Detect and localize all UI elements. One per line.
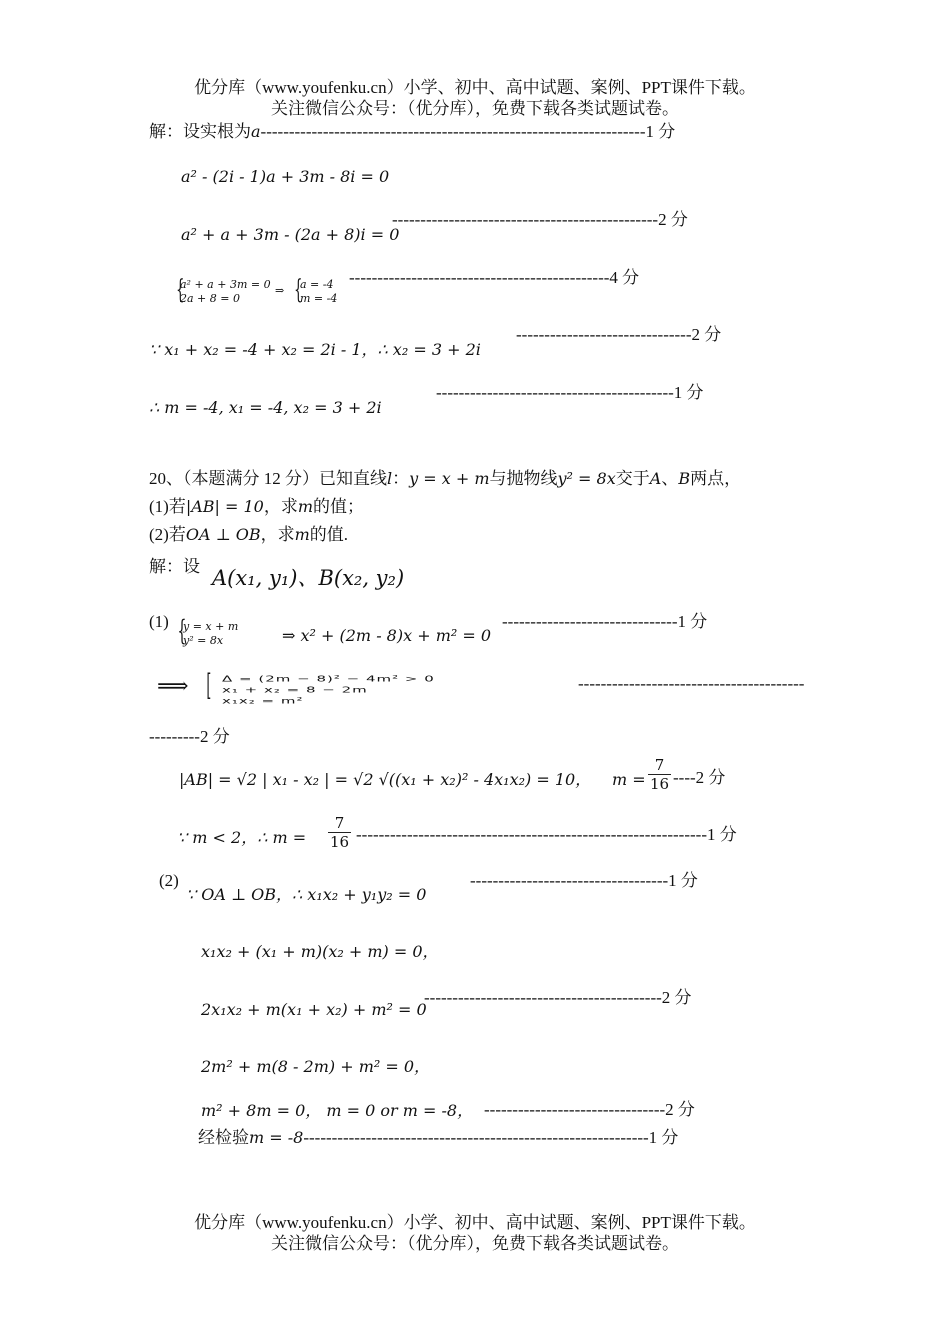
q20-part-2-expr: OA ⊥ OB bbox=[185, 525, 261, 544]
q20-step-4-expr: ∵ m < 2，∴ m = bbox=[177, 828, 307, 847]
q20-step-1-label: (1) bbox=[149, 612, 169, 631]
q20-step-1-system-1: y = x + m bbox=[183, 620, 239, 633]
q19-system-right-1: a = -4 bbox=[300, 278, 334, 291]
q19-system-brace-left: { bbox=[176, 275, 185, 305]
q20-step-2-line-2: x₁ + x₂ = 8 − 2m bbox=[222, 685, 368, 695]
q20-step-1-brace: { bbox=[177, 614, 187, 647]
q20-part-2-label: (2)若 bbox=[149, 525, 186, 544]
q20-title-text-b: ： bbox=[392, 469, 410, 488]
q19-equation-4-score: -------------------------------2 分 bbox=[516, 325, 722, 344]
q19-system-score: ----------------------------------------------4 分 bbox=[349, 268, 640, 287]
q20-part-1-label: (1)若 bbox=[149, 497, 186, 516]
q19-system bbox=[172, 276, 352, 306]
header-line-1: 优分库（www.youfenku.cn）小学、初中、高中试题、案例、PPT课件下载。 bbox=[194, 78, 756, 97]
q20-step-2-score-b: ---------2 分 bbox=[149, 727, 230, 746]
q20-part-1-text-b: ，求 bbox=[263, 497, 298, 516]
q20-part-2-check-label: 经检验 bbox=[198, 1128, 249, 1147]
q20-step-4-score: --------------------------------------------------------------1 分 bbox=[356, 825, 737, 844]
q20-step-1-score: -------------------------------1 分 bbox=[502, 612, 708, 631]
q20-step-3-score: ----2 分 bbox=[673, 768, 726, 787]
q20-title-line-eq: y = x + m bbox=[409, 469, 490, 488]
footer-line-1: 优分库（www.youfenku.cn）小学、初中、高中试题、案例、PPT课件下载。 bbox=[194, 1213, 756, 1232]
q20-step-1-system-2: y² = 8x bbox=[183, 634, 224, 647]
q19-intro-dash: --------------------------------------------------------------------1 分 bbox=[260, 122, 676, 141]
q20-solution-points: A(x₁, y₁)、B(x₂, y₂) bbox=[212, 566, 405, 590]
q20-part-2-score-1: -----------------------------------1 分 bbox=[470, 871, 698, 890]
q20-solution-label: 解：设 bbox=[149, 557, 200, 576]
q20-part-2-text-b: ，求 bbox=[260, 525, 295, 544]
q19-intro bbox=[149, 122, 675, 142]
q20-title-parabola-eq: y² = 8x bbox=[557, 469, 616, 488]
q20-step-2-line-1: Δ = (2m − 8)² − 4m² > 0 bbox=[222, 674, 435, 684]
q20-part-2-equation-4: m² + 8m = 0， m = 0 or m = -8， bbox=[201, 1101, 474, 1120]
q20-part-2-score-2: ------------------------------------------2 分 bbox=[424, 988, 692, 1007]
q20-part-2-equation-1: x₁x₂ + (x₁ + m)(x₂ + m) = 0， bbox=[201, 942, 439, 961]
q20-title-l: l bbox=[387, 469, 393, 488]
q19-system-left-1: a² + a + 3m = 0 bbox=[180, 278, 271, 291]
q20-part-2-equation-3: 2m² + m(8 - 2m) + m² = 0， bbox=[201, 1057, 431, 1076]
q20-title-point-a: A bbox=[649, 469, 662, 488]
q20-step-3-denominator: 16 bbox=[650, 775, 670, 793]
q20-part-2-text-c: 的值. bbox=[309, 525, 349, 544]
q19-equation-5-score: ------------------------------------------1 分 bbox=[436, 383, 704, 402]
q20-part-2-solution-label: (2) bbox=[159, 871, 179, 890]
q19-system-left-2: 2a + 8 = 0 bbox=[180, 292, 240, 305]
q20-part-2-check bbox=[198, 1128, 678, 1148]
q19-system-brace-right: { bbox=[294, 275, 303, 305]
q20-title-text-c: 与抛物线 bbox=[489, 469, 558, 488]
q19-equation-4: ∵ x₁ + x₂ = -4 + x₂ = 2i - 1，∴ x₂ = 3 + 2i bbox=[149, 340, 481, 359]
q20-title-text-d: 交于 bbox=[615, 469, 650, 488]
q20-title-text-e: 、 bbox=[661, 469, 679, 488]
q20-part-2 bbox=[149, 525, 348, 545]
q20-part-2-score-3: --------------------------------2 分 bbox=[484, 1100, 695, 1119]
q20-part-2-check-expr: m = -8 bbox=[249, 1128, 304, 1147]
q19-intro-var: a bbox=[251, 122, 261, 141]
q20-step-3-fraction bbox=[648, 756, 671, 793]
q20-part-1-text-c: 的值； bbox=[313, 497, 365, 516]
q20-step-2-brace: [ bbox=[206, 668, 212, 703]
q20-title-text-f: 两点， bbox=[690, 469, 742, 488]
footer-line-2: 关注微信公众号：（优分库），免费下载各类试题试卷。 bbox=[271, 1234, 679, 1253]
q20-step-4-fraction bbox=[328, 814, 351, 851]
q20-step-2-line-3: x₁x₂ = m² bbox=[222, 696, 304, 706]
q20-step-2-score-a: ---------------------------------------- bbox=[578, 674, 805, 693]
q20-part-1-expr: |AB| = 10 bbox=[185, 497, 264, 516]
q20-step-4-denominator: 16 bbox=[330, 833, 350, 851]
q20-step-1-result: ⇒ x² + (2m - 8)x + m² = 0 bbox=[282, 626, 492, 645]
q20-step-1-system bbox=[173, 614, 283, 648]
q20-part-2-check-score: -------------------------------------------------------------1 分 bbox=[303, 1128, 679, 1147]
q20-part-1-m: m bbox=[297, 497, 314, 516]
q19-equation-1: a² - (2i - 1)a + 3m - 8i = 0 bbox=[181, 167, 390, 186]
q20-title-text-a: 20、（本题满分 12 分）已知直线 bbox=[149, 469, 387, 488]
q20-title bbox=[149, 469, 741, 489]
q20-step-3-m: m = bbox=[612, 770, 646, 789]
q20-part-1 bbox=[149, 497, 364, 517]
q19-equation-2: a² + a + 3m - (2a + 8)i = 0 bbox=[181, 225, 400, 244]
q19-system-right-2: m = -4 bbox=[300, 292, 338, 305]
q20-step-4-numerator: 7 bbox=[328, 814, 351, 833]
q19-system-arrow: ⇒ bbox=[275, 285, 285, 297]
q20-step-3-expr: |AB| = √2 | x₁ - x₂ | = √2 √((x₁ + x₂)² - 4x₁x₂) = 10， bbox=[179, 770, 592, 789]
q19-equation-2-score: -----------------------------------------------2 分 bbox=[392, 210, 688, 229]
q19-intro-label: 解：设实根为 bbox=[149, 122, 251, 141]
q20-part-2-equation-2: 2x₁x₂ + m(x₁ + x₂) + m² = 0 bbox=[201, 1000, 427, 1019]
q20-part-2-expr-line: ∵ OA ⊥ OB，∴ x₁x₂ + y₁y₂ = 0 bbox=[186, 885, 427, 904]
q20-step-2-arrow: ⟹ bbox=[157, 673, 189, 698]
q20-step-3-numerator: 7 bbox=[648, 756, 671, 775]
q20-title-point-b: B bbox=[678, 469, 691, 488]
q20-part-2-m: m bbox=[294, 525, 310, 544]
q19-equation-5: ∴ m = -4, x₁ = -4, x₂ = 3 + 2i bbox=[149, 398, 382, 417]
header-line-2: 关注微信公众号：（优分库），免费下载各类试题试卷。 bbox=[271, 99, 679, 118]
